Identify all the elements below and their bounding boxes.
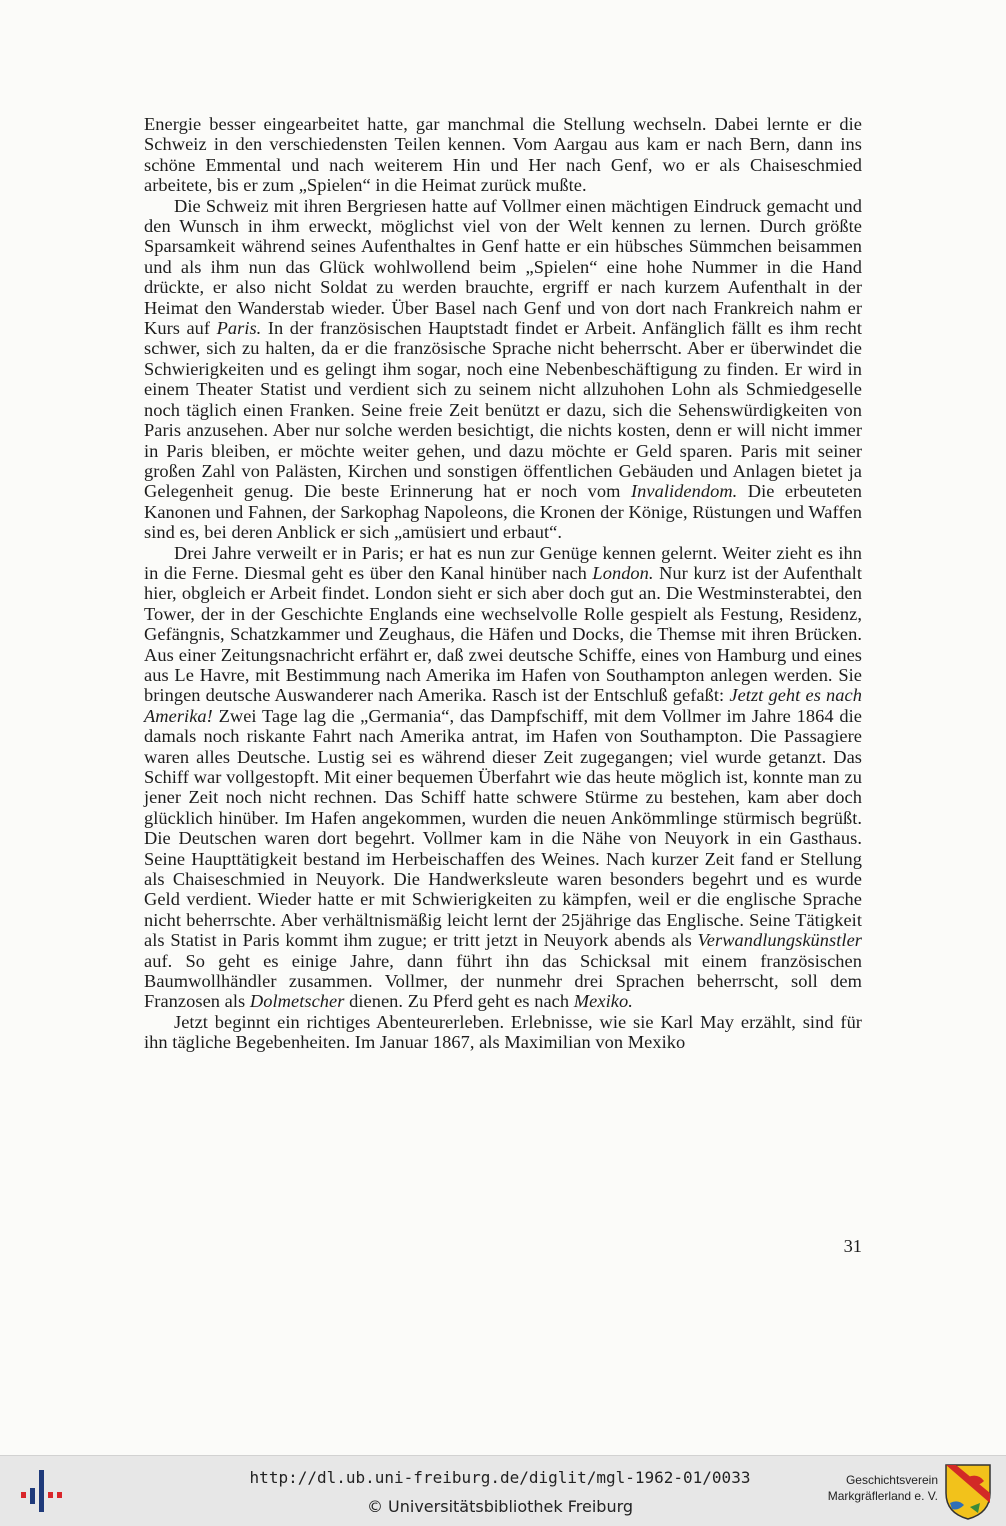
text-run: Jetzt beginnt ein richtiges Abenteurerleben. Erlebnisse, wie sie Karl May erzählt, sind für ihn tägliche Begebenheiten. Im Januar 1867, als Maximilian von Mexiko (144, 1011, 862, 1053)
text-run: Drei Jahre verweilt er in Paris; er hat es nun zur Genüge kennen gelernt. Weiter zieht es ihn in die Ferne. Diesmal geht es über den Kanal hinüber nach (144, 542, 862, 583)
page-number: 31 (843, 1236, 862, 1256)
footer-copyright: © Universitätsbibliothek Freiburg (366, 1497, 634, 1516)
text-run: Nur kurz ist der Aufenthalt hier, obgleich er Arbeit findet. London sieht er sich aber doch gut an. Die Westminsterabtei, den Tower, der in der Geschichte Englands eine wechselvolle Rolle gespielt als Festung, Residenz, Gefängnis, Schatzkammer und Zeughaus, die Häfen und Docks, die Themse mit ihren Brücken. Aus einer Zeitungsnachricht erfährt er, daß zwei deutsche Schiffe, eines von Hamburg und eines aus Le Havre, mit Bestimmung nach Amerika im Hafen von Southampton anlegen werden. Sie bringen deutsche Auswanderer nach Amerika. Rasch ist der Entschluß gefaßt: (144, 562, 862, 706)
paragraph (144, 114, 862, 196)
ub-freiburg-logo-icon (18, 1466, 66, 1516)
org-name-line2: Markgräflerland e. V. (827, 1489, 938, 1503)
paragraph (144, 1012, 862, 1053)
emphasis-text: Invalidendom. (630, 481, 738, 502)
footer-url-link[interactable]: http://dl.ub.uni-freiburg.de/diglit/mgl-1962-01/0033 (249, 1468, 751, 1487)
text-run: In der französischen Hauptstadt findet er Arbeit. Anfänglich fällt es ihm recht schwer, sich zu halten, da er die französische Sprache nicht beherrscht. Aber er überwindet die Schwierigkeiten und es gelingt ihm sogar, noch eine Nebenbeschäftigung zu finden. Er wird in einem Theater Statist und verdient sich zu seinem nicht allzuhohen Lohn als Schmiedgeselle noch täglich einen Franken. Seine freie Zeit benützt er dazu, sich die Sehenswürdigkeiten von Paris anzusehen. Aber nur solche werden besichtigt, die nichts kosten, denn er will nicht immer in Paris bleiben, er möchte weiter gehen, und dazu möchte er Geld sparen. Paris mit seiner großen Zahl von Palästen, Kirchen und sonstigen öffentlichen Gebäuden und Anlagen bietet ja Gelegenheit genug. Die beste Erinnerung hat er noch vom (144, 318, 862, 502)
footer-organization (800, 1472, 938, 1504)
text-run: Energie besser eingearbeitet hatte, gar manchmal die Stellung wechseln. Dabei lernte er die Schweiz in den verschiedensten Teilen kennen. Vom Aargau aus kam er nach Bern, dann ins schöne Emmental und nach weiterem Hin und Her nach Genf, wo er als Chaiseschmied arbeitete, bis er zum „Spielen“ in die Heimat zurück mußte. (144, 114, 862, 196)
emphasis-text: Jetzt geht es nach Amerika! (144, 685, 862, 726)
body-text (144, 114, 862, 1053)
text-run: Die erbeuteten Kanonen und Fahnen, der Sarkophag Napoleons, die Kronen der Könige, Rüstungen und Waffen sind es, bei deren Anblick er sich „amüsiert und erbaut“. (144, 481, 862, 543)
viewer-footer (0, 1455, 1006, 1526)
org-name-line1: Geschichtsverein (845, 1473, 938, 1487)
text-run: auf. So geht es einige Jahre, dann führt ihn das Schicksal mit einem französischen Baumwollhändler zusammen. Vollmer, der nunmehr drei Sprachen beherrscht, soll dem Franzosen als (144, 950, 862, 1012)
emphasis-text: Paris. (216, 318, 262, 339)
text-run: dienen. Zu Pferd geht es nach (344, 991, 574, 1012)
text-run: Zwei Tage lag die „Germania“, das Dampfschiff, mit dem Vollmer im Jahre 1864 die damals noch riskante Fahrt nach Amerika antrat, im Hafen von Southampton. Die Passagiere waren alles Deutsche. Lustig sei es während dieser Zeit zugegangen; viel wurde getanzt. Das Schiff war vollgestopft. Mit einer bequemen Überfahrt wie das heute möglich ist, konnte man zu jener Zeit noch nicht rechnen. Das Schiff hatte schwere Stürme zu bestehen, kam aber doch glücklich hinüber. Im Hafen angekommen, wurden die neuen Ankömmlinge stürmisch begrüßt. Die Deutschen waren dort begehrt. Vollmer kam in die Nähe von Neuyork in ein Gasthaus. Seine Haupttätigkeit bestand im Herbeischaffen des Weines. Nach kurzer Zeit fand er Stellung als Chaiseschmied in Neuyork. Die Handwerksleute waren besonders begehrt und es wurde Geld verdient. Wieder hatte er mit Schwierigkeiten zu kämpfen, weil er die englische Sprache nicht beherrschte. Aber verhältnismäßig leicht lernt der 25jährige das Englische. Seine Tätigkeit als Statist in Paris kommt ihm zugue; er tritt jetzt in Neuyork abends als (144, 705, 862, 951)
emphasis-text: Dolmetscher (249, 991, 345, 1012)
paragraph (144, 196, 862, 543)
emphasis-text: London. (592, 562, 654, 583)
coat-of-arms-icon (944, 1463, 992, 1521)
emphasis-text: Mexiko. (573, 991, 633, 1012)
text-run: Die Schweiz mit ihren Bergriesen hatte auf Vollmer einen mächtigen Eindruck gemacht und den Wunsch in ihm erweckt, möglichst viel von der Welt kennen zu lernen. Durch größte Sparsamkeit während seines Aufenthaltes in Genf hatte er ein hübsches Sümmchen beisammen und als ihm nun das Glück wohlwollend beim „Spielen“ eine hohe Nummer in die Hand drückte, er also nicht Soldat zu werden brauchte, ergriff er nach kurzem Aufenthalt in der Heimat den Wanderstab wieder. Über Basel nach Genf und von dort nach Frankreich nahm er Kurs auf (144, 195, 862, 339)
emphasis-text: Verwandlungskünstler (697, 930, 862, 951)
paragraph (144, 543, 862, 1012)
